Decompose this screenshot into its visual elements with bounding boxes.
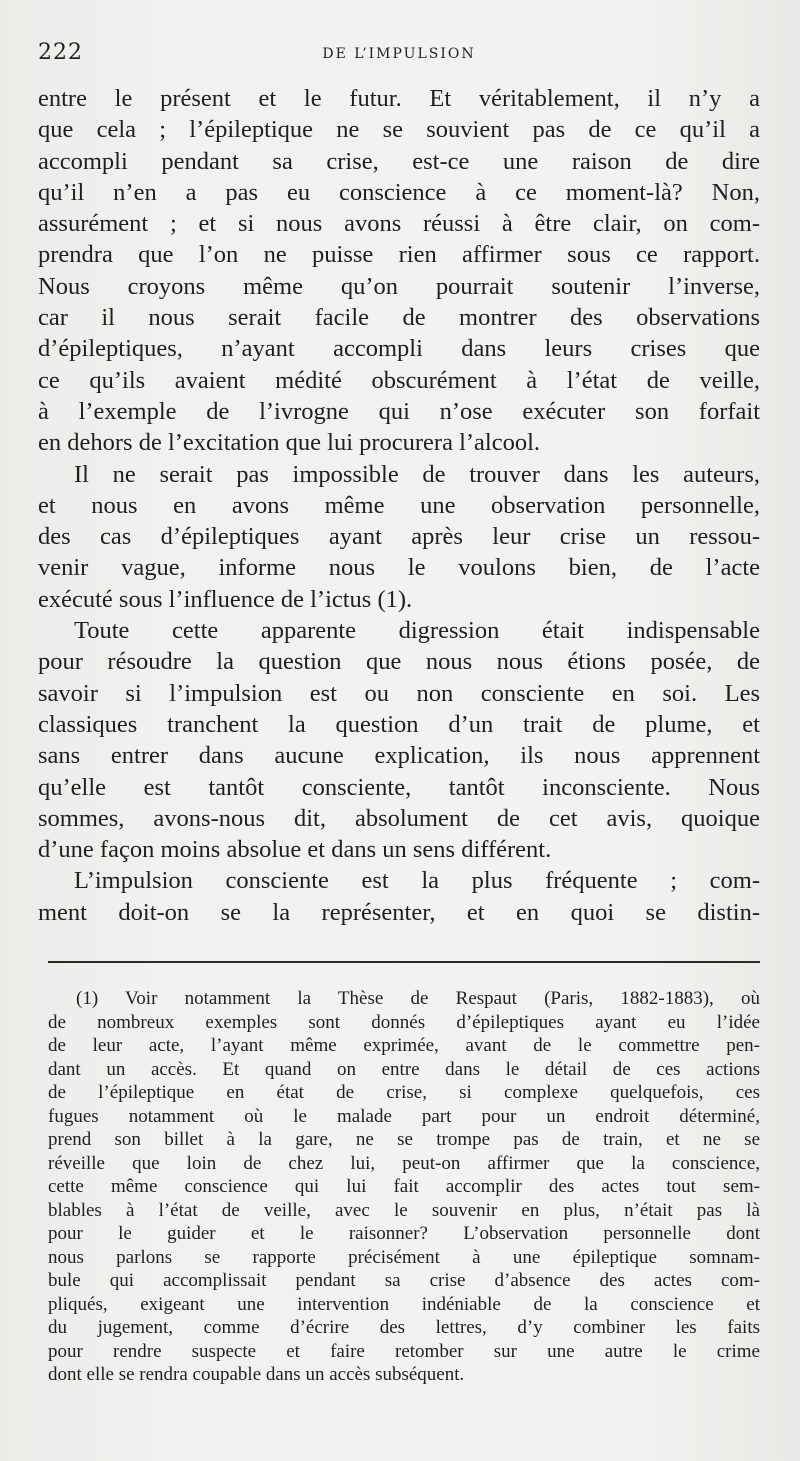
footnote-line: pour rendre suspecte et faire retomber sur une autre le crime [48, 1340, 760, 1362]
footnote-line: (1) Voir notamment la Thèse de Respaut (Paris, 1882-1883), où [76, 988, 760, 1009]
footnote [48, 987, 760, 1387]
text-line: Nous croyons même qu’on pourrait soutenir l’inverse, [38, 272, 760, 300]
text-line: qu’elle est tantôt consciente, tantôt inconsciente. Nous [38, 773, 760, 801]
text-line: entre le présent et le futur. Et véritablement, il n’y a [38, 85, 760, 112]
footnote-line: du jugement, comme d’écrire des lettres, d’y combiner les faits [48, 1317, 760, 1338]
text-line: d’épileptiques, n’ayant accompli dans leurs crises que [38, 335, 760, 363]
text-line: qu’il n’en a pas eu conscience à ce moment-là? Non, [38, 178, 760, 206]
footnote-line: blables à l’état de veille, avec le souvenir en plus, n’était pas là [48, 1199, 760, 1221]
text-line: car il nous serait facile de montrer des observations [38, 304, 760, 332]
text-line: que cela ; l’épileptique ne se souvient pas de ce qu’il a [38, 116, 760, 144]
text-line: en dehors de l’excitation que lui procurera l’alcool. [38, 429, 541, 457]
text-line: classiques tranchent la question d’un trait de plume, et [38, 710, 760, 738]
text-line: exécuté sous l’influence de l’ictus (1). [38, 585, 413, 613]
text-line: sommes, avons-nous dit, absolument de cet avis, quoique [38, 804, 760, 832]
text-line: prendra que l’on ne puisse rien affirmer sous ce rapport. [38, 241, 760, 269]
text-line: des cas d’épileptiques ayant après leur crise un ressou- [38, 523, 760, 551]
main-text [38, 83, 760, 928]
text-line: d’une façon moins absolue et dans un sens différent. [38, 836, 552, 864]
footnote-divider [48, 961, 760, 963]
page-number: 222 [38, 40, 83, 65]
footnote-line: bule qui accomplissait pendant sa crise d’absence des actes com- [48, 1270, 760, 1291]
text-line: accompli pendant sa crise, est-ce une raison de dire [38, 147, 760, 175]
running-head: DE L’IMPULSION [322, 46, 476, 62]
page-header [38, 40, 760, 70]
footnote-line: de leur acte, l’ayant même exprimée, avant de le commettre pen- [48, 1035, 760, 1056]
footnote-line: de l’épileptique en état de crise, si complexe quelquefois, ces [48, 1082, 760, 1103]
text-line: à l’exemple de l’ivrogne qui n’ose exécuter son forfait [38, 397, 760, 425]
footnote-line: pour le guider et le raisonner? L’observation personnelle dont [48, 1223, 760, 1244]
text-line: Toute cette apparente digression était indispensable [74, 617, 760, 645]
text-line: Il ne serait pas impossible de trouver dans les auteurs, [74, 460, 760, 488]
text-line: savoir si l’impulsion est ou non consciente en soi. Les [38, 679, 760, 707]
text-line: assurément ; et si nous avons réussi à être clair, on com- [38, 210, 760, 238]
text-line: venir vague, informe nous le voulons bien, de l’acte [38, 554, 760, 582]
text-line: pour résoudre la question que nous nous étions posée, de [38, 648, 760, 676]
footnote-line: pliqués, exigeant une intervention indéniable de la conscience et [48, 1293, 760, 1315]
text-line: ment doit-on se la représenter, et en quoi se distin- [38, 898, 760, 926]
text-line: sans entrer dans aucune explication, ils nous apprennent [38, 742, 760, 770]
text-line: ce qu’ils avaient médité obscurément à l’état de veille, [38, 366, 760, 394]
text-line: L’impulsion consciente est la plus fréquente ; com- [74, 867, 760, 895]
footnote-line: réveille que loin de chez lui, peut-on affirmer que la conscience, [48, 1152, 760, 1174]
footnote-line: fugues notamment où le malade part pour un endroit déterminé, [48, 1105, 760, 1127]
footnote-line: dont elle se rendra coupable dans un accès subséquent. [48, 1364, 465, 1385]
footnote-line: cette même conscience qui lui fait accomplir des actes tout sem- [48, 1176, 760, 1197]
footnote-line: nous parlons se rapporte précisément à une épileptique somnam- [48, 1246, 760, 1268]
footnote-line: dant un accès. Et quand on entre dans le détail de ces actions [48, 1058, 760, 1080]
text-line: et nous en avons même une observation personnelle, [38, 491, 760, 519]
footnote-line: prend son billet à la gare, ne se trompe pas de train, et ne se [48, 1129, 760, 1150]
footnote-line: de nombreux exemples sont donnés d’épileptiques ayant eu l’idée [48, 1011, 760, 1033]
